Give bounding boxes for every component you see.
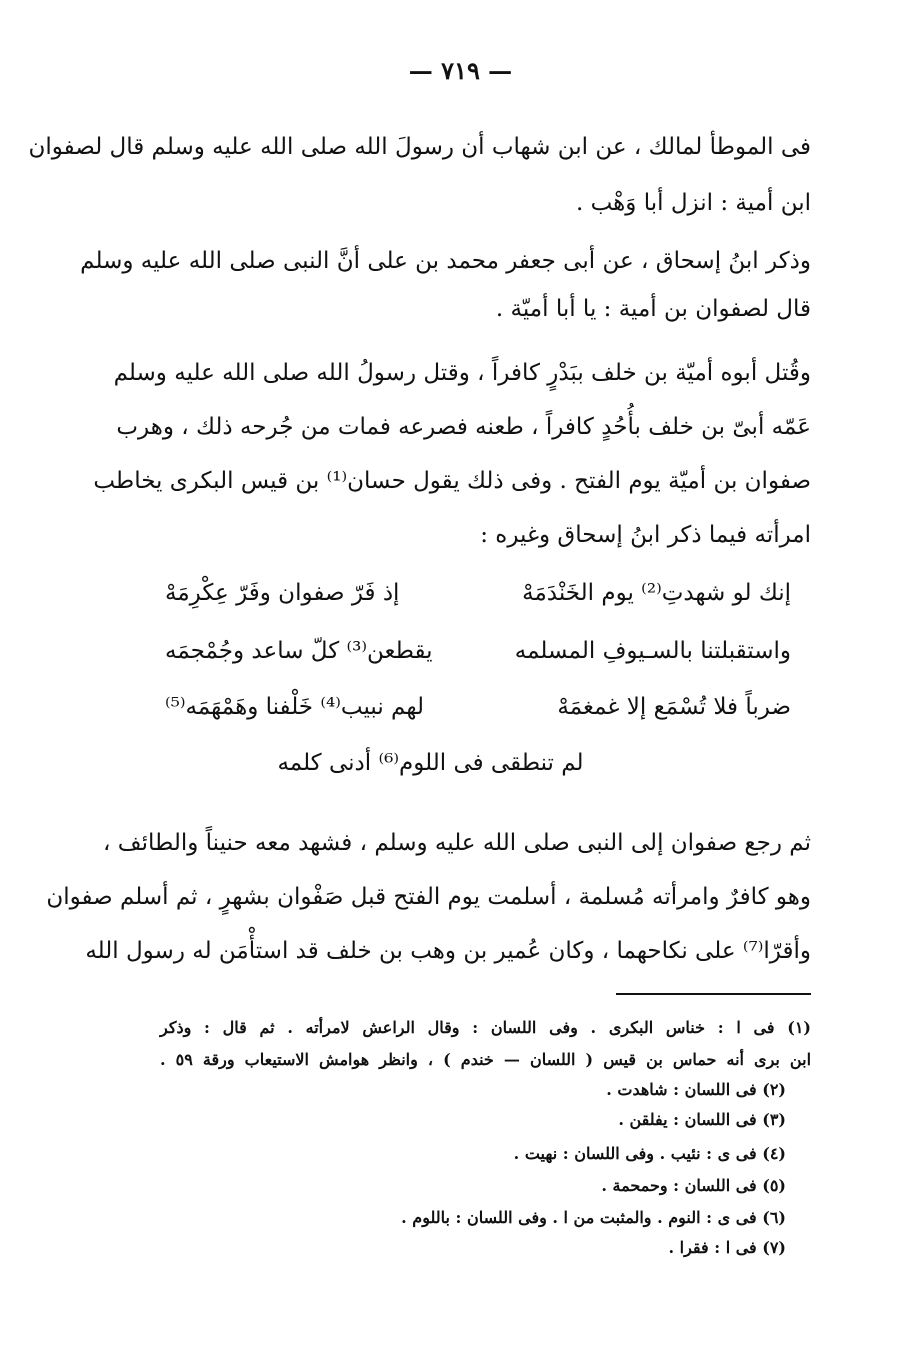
verse-hemistich-first: إنك لو شهدتِ⁽²⁾ يوم الخَنْدَمَهْ [522, 580, 791, 606]
text-line: وقُتل أبوه أميّة بن خلف ببَدْرٍ كافراً ، وقتل رسولُ الله صلى الله عليه وسلم [113, 360, 811, 386]
footnote-line: (٢) فى اللسان : شاهدت . [606, 1080, 786, 1099]
text-line: وأقرّا⁽⁷⁾ على نكاحهما ، وكان عُمير بن وهب بن خلف قد استأْمَن له رسول الله [85, 938, 811, 964]
verse-hemistich-second: لهم نبيب⁽⁴⁾ خَلْفنا وهَمْهَمَه⁽⁵⁾ [165, 694, 424, 720]
text-line: وهو كافرٌ وامرأته مُسلمة ، أسلمت يوم الفتح قبل صَفْوان بشهرٍ ، ثم أسلم صفوان [46, 884, 811, 910]
verse-last-line: لم تنطقى فى اللوم⁽⁶⁾ أدنى كلمه [277, 750, 584, 776]
text-line: قال لصفوان بن أمية : يا أبا أميّة . [495, 296, 811, 322]
footnote-line: (٦) فى ى : النوم . والمثبت من ا . وفى اللسان : باللوم . [401, 1208, 786, 1227]
footnote-divider [616, 993, 811, 995]
footnote-line: (٣) فى اللسان : يفلقن . [618, 1110, 786, 1129]
footnote-line: (٧) فى ا : فقرا . [668, 1238, 786, 1257]
text-line: وذكر ابنُ إسحاق ، عن أبى جعفر محمد بن على أنَّ النبى صلى الله عليه وسلم [80, 248, 811, 274]
text-line: عَمّه أبىّ بن خلف بأُحُدٍ كافراً ، طعنه فصرعه فمات من جُرحه ذلك ، وهرب [116, 414, 811, 440]
footnote-line: (٤) فى ى : نئيب . وفى اللسان : نهيت . [513, 1144, 786, 1163]
footnote-line: (١) فى ا : خناس البكرى . وفى اللسان : وقال الراعش لامرأته . ثم قال : وذكر [160, 1018, 811, 1037]
page-number: — ٧١٩ — [408, 56, 513, 85]
verse-hemistich-second: يقطعن⁽³⁾ كلّ ساعد وجُمْجمَه [165, 638, 433, 664]
footnote-line: (٥) فى اللسان : وحمحمة . [601, 1176, 786, 1195]
text-line: صفوان بن أميّة يوم الفتح . وفى ذلك يقول حسان⁽¹⁾ بن قيس البكرى يخاطب [93, 468, 811, 494]
verse-hemistich-second: إذ فَرّ صفوان وفَرّ عِكْرِمَهْ [165, 580, 400, 606]
footnote-line: ابن برى أنه حماس بن قيس ( اللسان — خندم ) ، وانظر هوامش الاستيعاب ورقة ٥٩ . [160, 1050, 812, 1069]
verse-hemistich-first: واستقبلتنا بالسـيوفِ المسلمه [514, 638, 791, 664]
text-line: ثم رجع صفوان إلى النبى صلى الله عليه وسلم ، فشهد معه حنيناً والطائف ، [103, 830, 811, 856]
verse-hemistich-first: ضرباً فلا تُسْمَع إلا غمغمَهْ [557, 694, 791, 720]
text-line: امرأته فيما ذكر ابنُ إسحاق وغيره : [480, 522, 811, 548]
text-line: ابن أمية : انزل أبا وَهْب . [575, 190, 811, 216]
text-line: فى الموطأ لمالك ، عن ابن شهاب أن رسولَ الله صلى الله عليه وسلم قال لصفوان [28, 134, 811, 160]
